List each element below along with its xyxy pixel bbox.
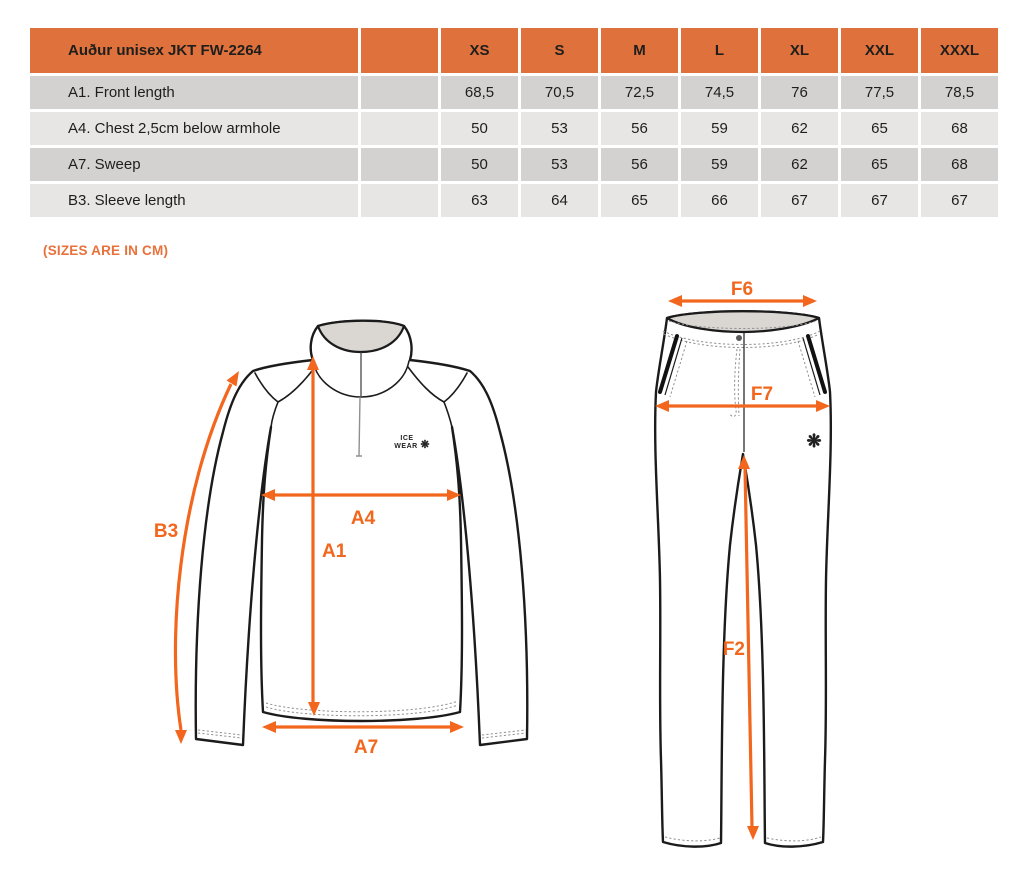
cell-value: 77,5 bbox=[841, 76, 918, 109]
cell-value: 56 bbox=[601, 148, 678, 181]
cell-value: 59 bbox=[681, 112, 758, 145]
cell-value: 67 bbox=[921, 184, 998, 217]
a4-label: A4 bbox=[350, 508, 376, 529]
a7-dimension-arrow bbox=[262, 721, 464, 758]
size-header-xxl: XXL bbox=[841, 28, 918, 73]
cell-value: 62 bbox=[761, 148, 838, 181]
row-label: B3. Sleeve length bbox=[30, 184, 358, 217]
a1-label: A1 bbox=[322, 541, 347, 562]
product-title-cell: Auður unisex JKT FW-2264 bbox=[30, 28, 358, 73]
row-label: A7. Sweep bbox=[30, 148, 358, 181]
sizes-in-cm-note: (SIZES ARE IN CM) bbox=[43, 243, 169, 258]
cell-value: 74,5 bbox=[681, 76, 758, 109]
size-header-s: S bbox=[521, 28, 598, 73]
cell-value: 78,5 bbox=[921, 76, 998, 109]
logo-text-wear: WEAR bbox=[394, 443, 418, 450]
snowflake-icon: ❋ bbox=[806, 431, 822, 451]
jacket-diagram bbox=[140, 293, 580, 763]
cell-value: 65 bbox=[601, 184, 678, 217]
snowflake-icon: ❋ bbox=[420, 439, 430, 451]
size-header-xs: XS bbox=[441, 28, 518, 73]
cell-value: 68 bbox=[921, 148, 998, 181]
cell-value: 59 bbox=[681, 148, 758, 181]
table-header-row bbox=[30, 28, 998, 73]
f7-label: F7 bbox=[750, 384, 774, 405]
f2-label: F2 bbox=[722, 639, 745, 660]
cell-value: 53 bbox=[521, 148, 598, 181]
f6-dimension-arrow bbox=[668, 279, 817, 307]
pants-diagram bbox=[640, 278, 840, 870]
cell-value: 65 bbox=[841, 112, 918, 145]
cell-value: 67 bbox=[761, 184, 838, 217]
cell-value: 67 bbox=[841, 184, 918, 217]
size-header-l: L bbox=[681, 28, 758, 73]
waist-button bbox=[736, 335, 742, 341]
size-header-xl: XL bbox=[761, 28, 838, 73]
table-row-front-length bbox=[30, 76, 998, 109]
cell-value: 76 bbox=[761, 76, 838, 109]
row-spacer-cell bbox=[361, 148, 438, 181]
row-spacer-cell bbox=[361, 184, 438, 217]
f6-label: F6 bbox=[730, 279, 754, 300]
cell-value: 70,5 bbox=[521, 76, 598, 109]
cell-value: 66 bbox=[681, 184, 758, 217]
cell-value: 72,5 bbox=[601, 76, 678, 109]
table-row-sleeve-length bbox=[30, 184, 998, 217]
size-header-m: M bbox=[601, 28, 678, 73]
row-label: A1. Front length bbox=[30, 76, 358, 109]
cell-value: 53 bbox=[521, 112, 598, 145]
cell-value: 64 bbox=[521, 184, 598, 217]
row-label: A4. Chest 2,5cm below armhole bbox=[30, 112, 358, 145]
row-spacer-cell bbox=[361, 112, 438, 145]
cell-value: 63 bbox=[441, 184, 518, 217]
cell-value: 68,5 bbox=[441, 76, 518, 109]
size-header-xxxl: XXXL bbox=[921, 28, 998, 73]
row-spacer-cell bbox=[361, 76, 438, 109]
table-row-sweep bbox=[30, 148, 998, 181]
a7-label: A7 bbox=[353, 737, 379, 758]
table-row-chest bbox=[30, 112, 998, 145]
cell-value: 65 bbox=[841, 148, 918, 181]
cell-value: 50 bbox=[441, 112, 518, 145]
cell-value: 62 bbox=[761, 112, 838, 145]
pants-silhouette bbox=[655, 311, 831, 846]
cell-value: 50 bbox=[441, 148, 518, 181]
cell-value: 56 bbox=[601, 112, 678, 145]
b3-label: B3 bbox=[153, 521, 179, 542]
cell-value: 68 bbox=[921, 112, 998, 145]
logo-text-ice: ICE bbox=[400, 435, 414, 442]
size-chart-table bbox=[27, 25, 1001, 220]
header-spacer-cell bbox=[361, 28, 438, 73]
